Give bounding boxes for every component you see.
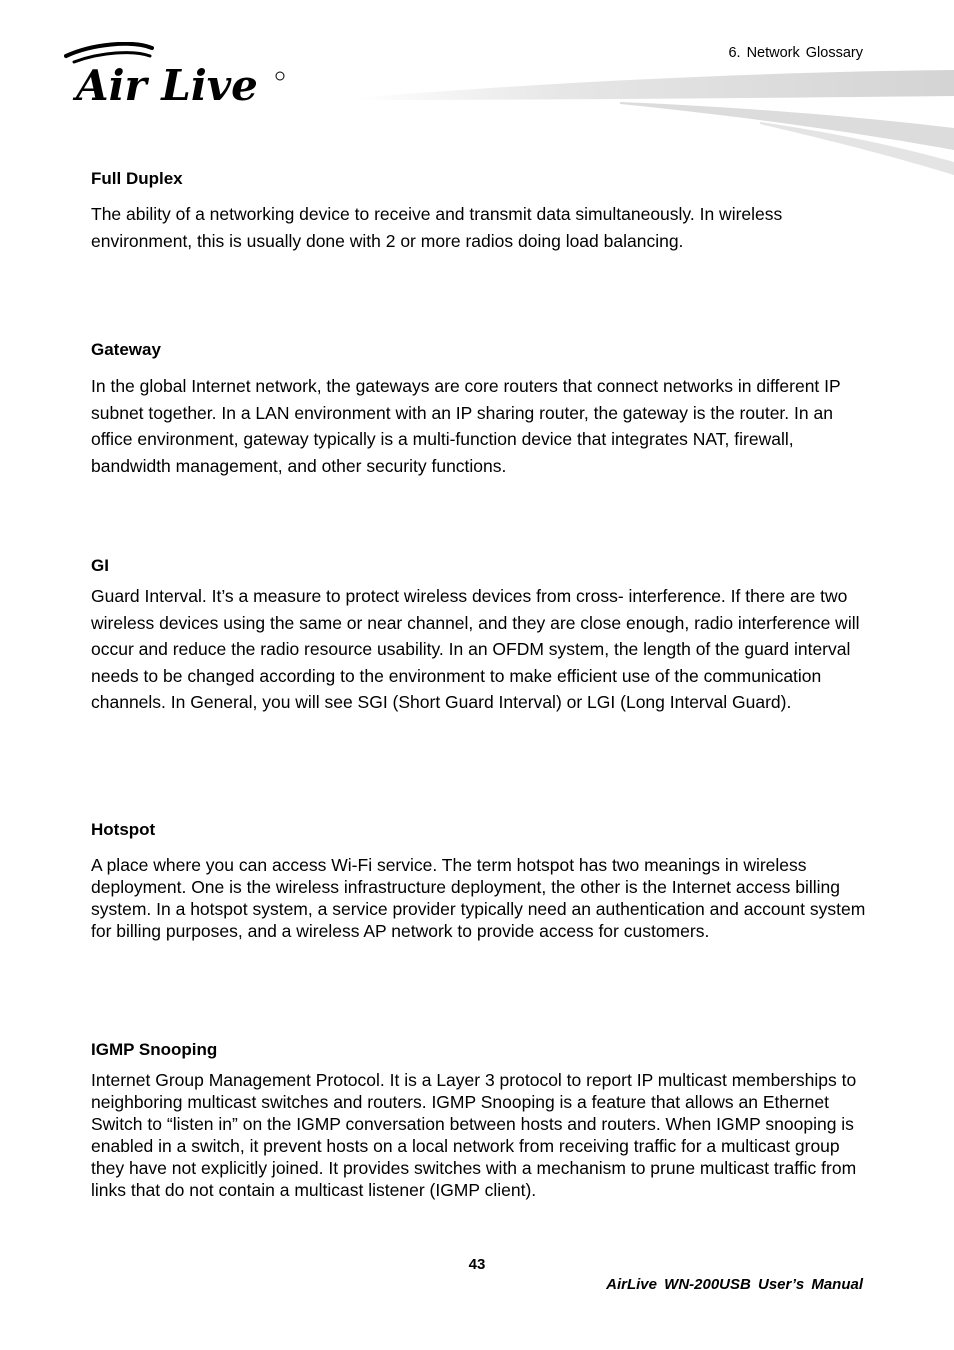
manual-title: AirLive WN-200USB User’s Manual [606, 1276, 863, 1293]
airlive-logo [62, 42, 292, 112]
entry-title-igmp-snooping: IGMP Snooping [91, 1040, 218, 1059]
entry-body-gi: Guard Interval. It’s a measure to protect wireless devices from cross- interference. If there are two wireless devices using the same or near channel, and they are close enough, radio interference will occur and reduce the radio resource usability. In an OFDM system, the length of the guard interval needs to be changed according to the environment to make efficient use of the communication channels. In General, you will see SGI (Short Guard Interval) or LGI (Long Interval Guard). [91, 586, 860, 712]
page-number: 43 [468, 1256, 486, 1273]
entry-body-igmp-snooping: Internet Group Management Protocol. It is a Layer 3 protocol to report IP multicast memberships to neighboring multicast switches and routers. IGMP Snooping is a feature that allows an Ethernet Switch to “listen in” on the IGMP conversation between hosts and routers. When IGMP snooping is enabled in a switch, it prevent hosts on a local network from receiving traffic for a multicast group they have not explicitly joined. It provides switches with a mechanism to prune multicast traffic from links that do not contain a multicast listener (IGMP client). [91, 1070, 857, 1200]
chapter-heading: 6. Network Glossary [728, 45, 863, 61]
entry-body-hotspot: A place where you can access Wi-Fi service. The term hotspot has two meanings in wireless deployment. One is the wireless infrastructure deployment, the other is the Internet access billing system. In a hotspot system, a service provider typically need an authentication and account system for billing purposes, and a wireless AP network to provide access for customers. [91, 855, 866, 941]
entry-title-full-duplex: Full Duplex [91, 169, 183, 188]
entry-title-gateway: Gateway [91, 340, 161, 359]
entry-title-hotspot: Hotspot [91, 820, 156, 839]
entry-body-full-duplex: The ability of a networking device to receive and transmit data simultaneously. In wireless environment, this is usually done with 2 or more radios doing load balancing. [91, 204, 783, 251]
entry-body-gateway: In the global Internet network, the gateways are core routers that connect networks in different IP subnet together. In a LAN environment with an IP sharing router, the gateway is the router. In an office environment, gateway typically is a multi-function device that integrates NAT, firewall, bandwidth management, and other security functions. [91, 376, 841, 476]
entry-title-gi: GI [91, 556, 109, 575]
logo-wordmark: Air Live [76, 61, 258, 110]
